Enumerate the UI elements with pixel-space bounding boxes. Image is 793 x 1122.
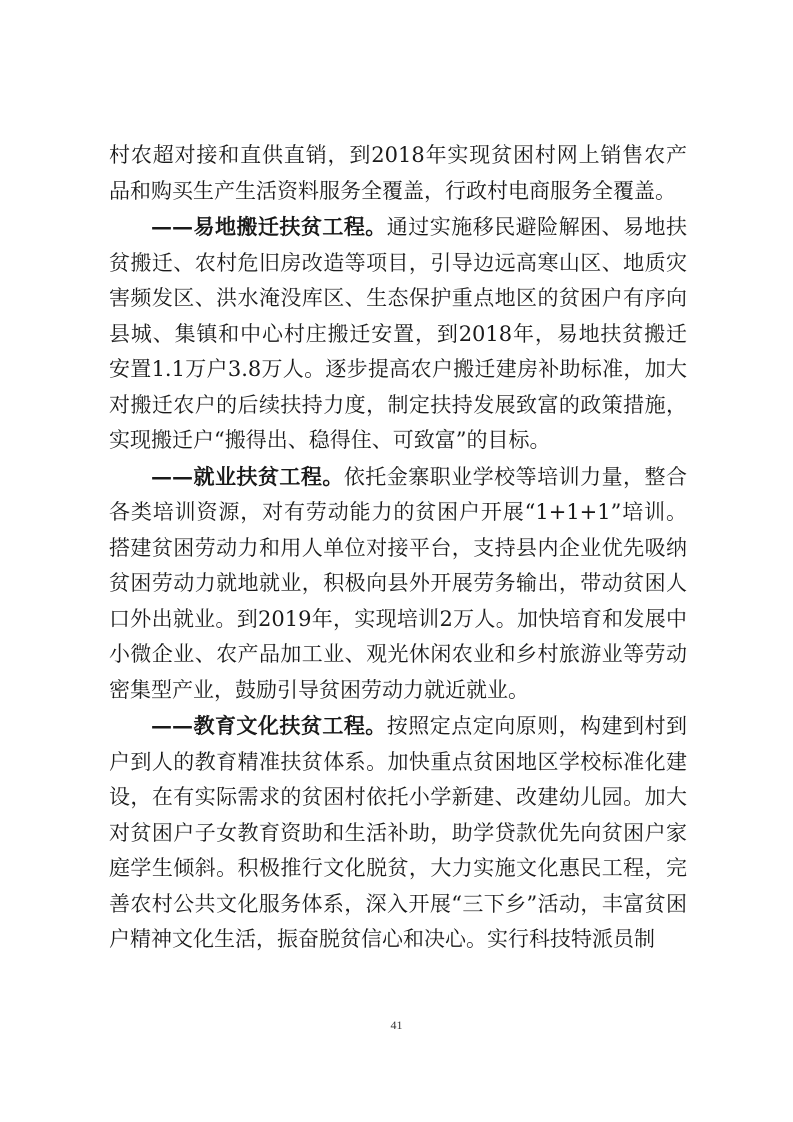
- document-body: [109, 138, 687, 958]
- paragraph-body: 通过实施移民避险解困、易地扶贫搬迁、农村危旧房改造等项目，引导边远高寒山区、地质灾害频发区、洪水淹没库区、生态保护重点地区的贫困户有序向县城、集镇和中心村庄搬迁安置，到2018年，易地扶贫搬迁安置1.1万户3.8万人。逐步提高农户搬迁建房补助标准，加大对搬迁农户的后续扶持力度，制定扶持发展致富的政策措施，实现搬迁户“搬得出、稳得住、可致富”的目标。: [109, 215, 688, 452]
- paragraph-employment: [109, 459, 687, 709]
- paragraph-continuation: [109, 138, 687, 209]
- paragraph-body: 村农超对接和直供直销，到2018年实现贫困村网上销售农产品和购买生产生活资料服务全覆盖，行政村电商服务全覆盖。: [109, 143, 687, 203]
- paragraph-education: [109, 708, 687, 958]
- paragraph-body: 按照定点定向原则，构建到村到户到人的教育精准扶贫体系。加快重点贫困地区学校标准化建设，在有实际需求的贫困村依托小学新建、改建幼儿园。加大对贫困户子女教育资助和生活补助，助学贷款优先向贫困户家庭学生倾斜。积极推行文化脱贫，大力实施文化惠民工程，完善农村公共文化服务体系，深入开展“三下乡”活动，丰富贫困户精神文化生活，振奋脱贫信心和决心。实行科技特派员制: [109, 714, 688, 951]
- page-number: 41: [390, 1018, 403, 1032]
- paragraph-body: 依托金寨职业学校等培训力量，整合各类培训资源，对有劳动能力的贫困户开展“1+1+1”培训。搭建贫困劳动力和用人单位对接平台，支持县内企业优先吸纳贫困劳动力就地就业，积极向县外开展劳务输出，带动贫困人口外出就业。到2019年，实现培训2万人。加快培育和发展中小微企业、农产品加工业、观光休闲农业和乡村旅游业等劳动密集型产业，鼓励引导贫困劳动力就近就业。: [109, 464, 688, 702]
- section-heading-education: ——教育文化扶贫工程。: [151, 713, 387, 738]
- paragraph-relocation: [109, 209, 687, 459]
- section-heading-employment: ——就业扶贫工程。: [151, 463, 344, 489]
- section-heading-relocation: ——易地搬迁扶贫工程。: [151, 214, 387, 239]
